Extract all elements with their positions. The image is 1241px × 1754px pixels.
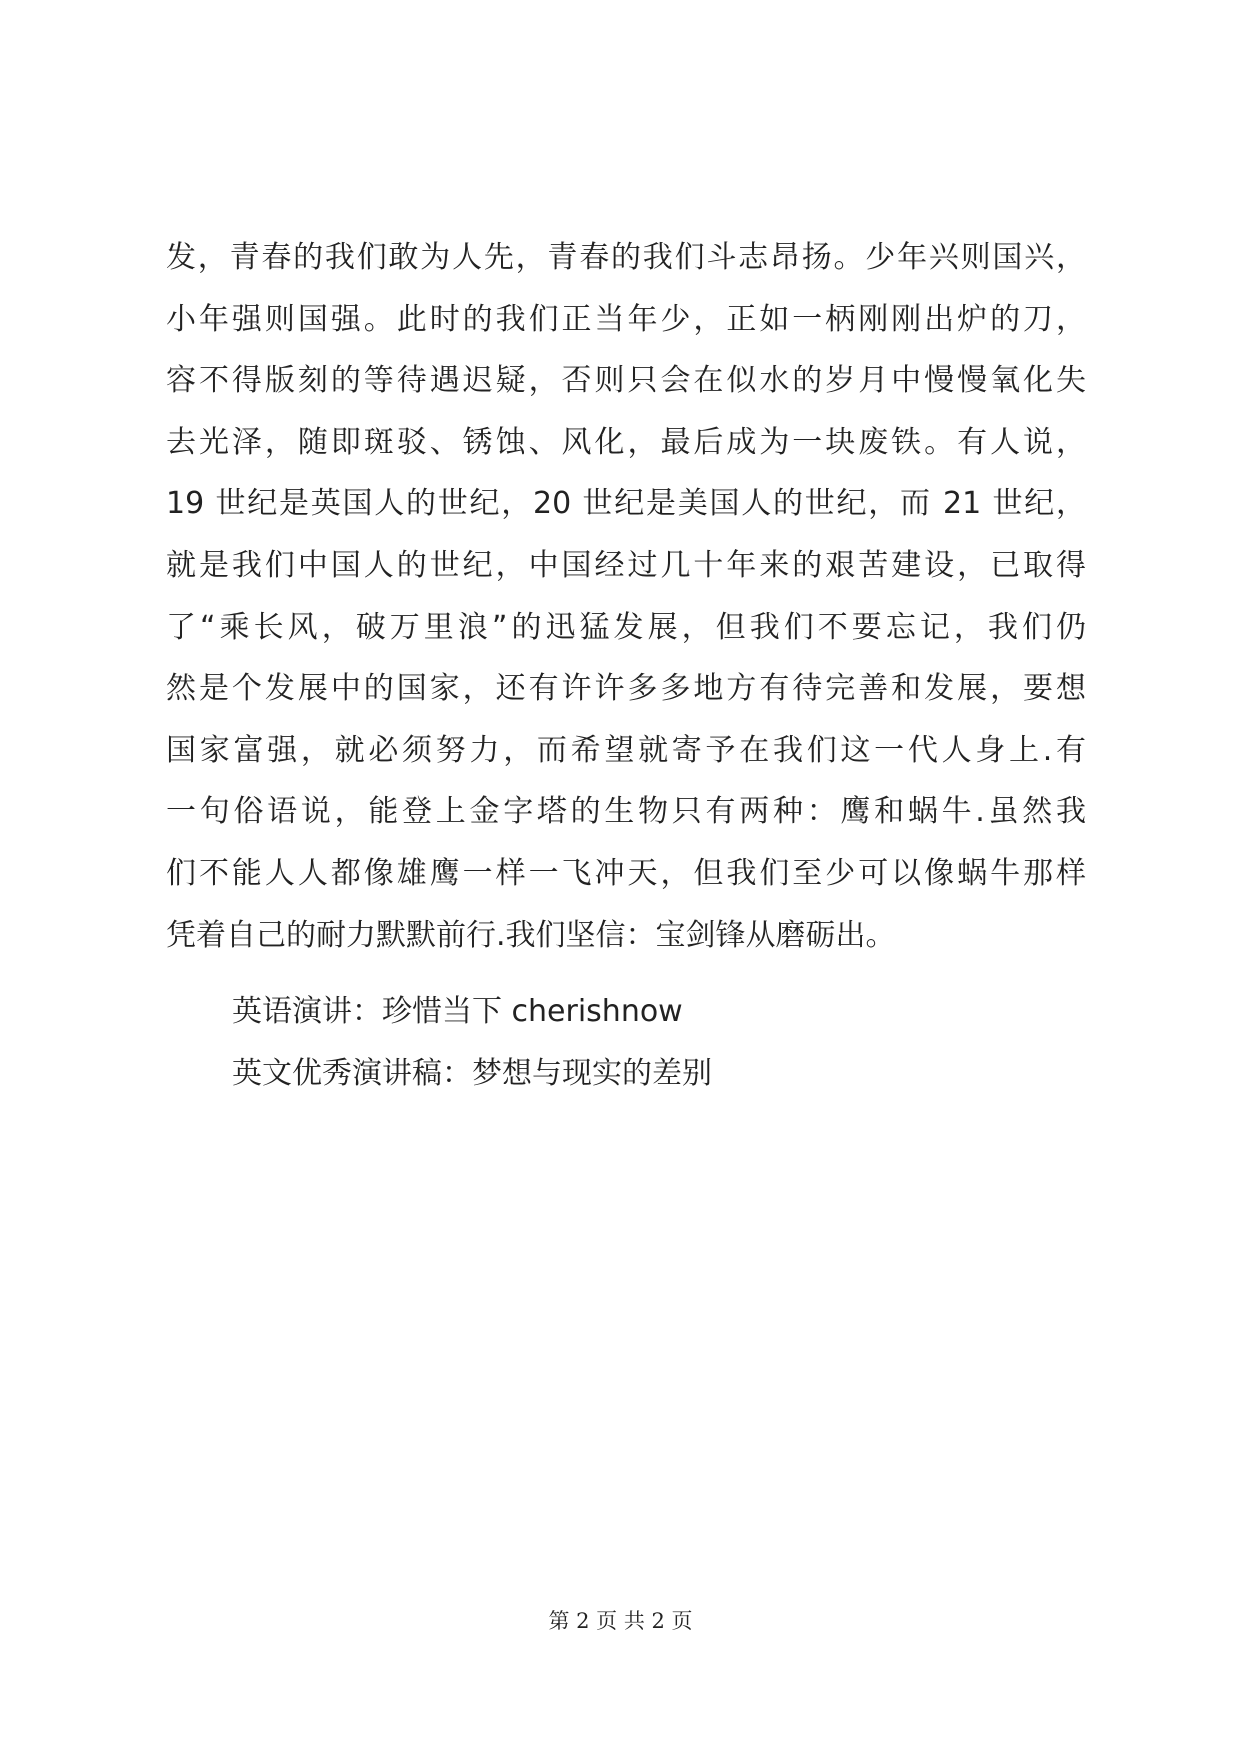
body-line: 了“乘长风，破万里浪”的迅猛发展，但我们不要忘记，我们仍 — [166, 609, 1086, 645]
body-text — [166, 227, 1086, 966]
page-footer: 第 2 页 共 2 页 — [548, 1609, 693, 1633]
body-line: 小年强则国强。此时的我们正当年少，正如一柄刚刚出炉的刀， — [166, 301, 1086, 337]
related-article-link[interactable]: 英文优秀演讲稿：梦想与现实的差别 — [232, 1056, 712, 1091]
body-line: 一句俗语说，能登上金字塔的生物只有两种：鹰和蜗牛.虽然我 — [166, 794, 1086, 830]
body-line: 19 世纪是英国人的世纪，20 世纪是美国人的世纪，而 21 世纪， — [166, 486, 1086, 522]
body-line: 发，青春的我们敢为人先，青春的我们斗志昂扬。少年兴则国兴， — [166, 240, 1086, 275]
related-article-link[interactable]: 英语演讲：珍惜当下 cherishnow — [232, 994, 683, 1029]
body-line: 国家富强，就必须努力，而希望就寄予在我们这一代人身上.有 — [166, 732, 1086, 768]
body-line: 然是个发展中的国家，还有许许多多地方有待完善和发展，要想 — [166, 671, 1086, 707]
body-line: 就是我们中国人的世纪，中国经过几十年来的艰苦建设，已取得 — [166, 547, 1086, 583]
body-line: 容不得版刻的等待遇迟疑，否则只会在似水的岁月中慢慢氧化失 — [166, 363, 1086, 399]
body-line: 去光泽，随即斑驳、锈蚀、风化，最后成为一块废铁。有人说， — [166, 424, 1086, 460]
related-articles — [232, 981, 712, 1105]
body-line: 们不能人人都像雄鹰一样一飞冲天，但我们至少可以像蜗牛那样 — [166, 855, 1086, 891]
body-line: 凭着自己的耐力默默前行.我们坚信：宝剑锋从磨砺出。 — [166, 917, 896, 953]
